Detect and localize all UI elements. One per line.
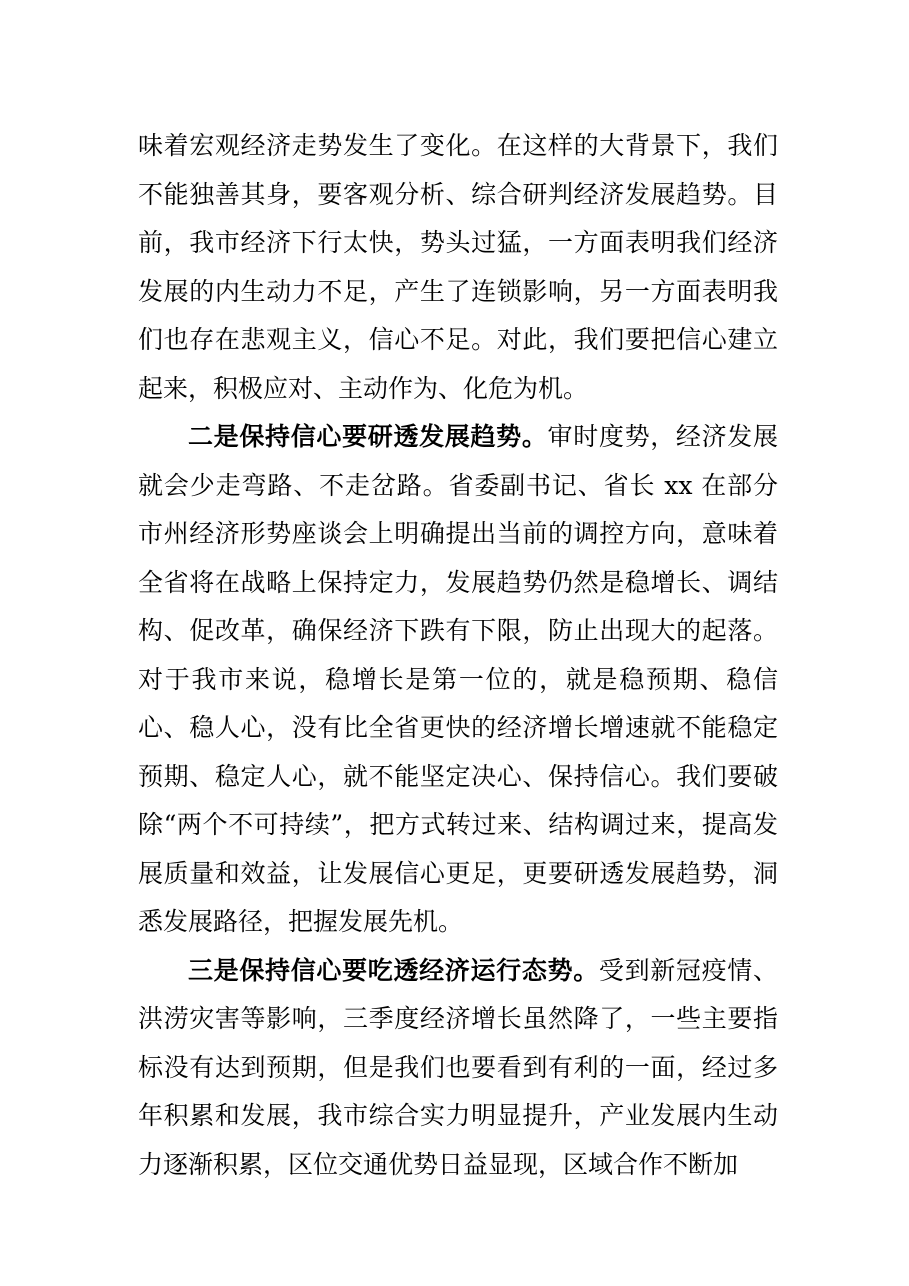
paragraph-text: 审时度势，经济发展就会少走弯路、不走岔路。省委副书记、省长 xx 在部分市州经济形势座谈会上明确提出当前的调控方向，意味着全省将在战略上保持定力，发展趋势仍然是稳增长、调结构、促改革，确保经济下跌有下限，防止出现大的起落。对于我市来说，稳增长是第一位的，就是稳预期、稳信心、稳人心，没有比全省更快的经济增长增速就不能稳定预期、稳定人心，就不能坚定决心、保持信心。我们要破除“两个不可持续”，把方式转过来、结构调过来，提高发展质量和效益，让发展信心更足，更要研透发展趋势，洞悉发展路径，把握发展先机。 (138, 422, 778, 936)
paragraph-point-two (138, 413, 778, 947)
paragraph-text: 味着宏观经济走势发生了变化。在这样的大背景下，我们不能独善其身，要客观分析、综合研判经济发展趋势。目前，我市经济下行太快，势头过猛，一方面表明我们经济发展的内生动力不足，产生了连锁影响，另一方面表明我们也存在悲观主义，信心不足。对此，我们要把信心建立起来，积极应对、主动作为、化危为机。 (138, 131, 778, 403)
paragraph-text: 受到新冠疫情、洪涝灾害等影响，三季度经济增长虽然降了，一些主要指标没有达到预期，但是我们也要看到有利的一面，经过多年积累和发展，我市综合实力明显提升，产业发展内生动力逐渐积累，区位交通优势日益显现，区域合作不断加 (138, 955, 778, 1179)
paragraph-point-three (138, 947, 778, 1190)
paragraph-heading: 三是保持信心要吃透经济运行态势。 (188, 955, 599, 985)
document-body (138, 122, 778, 1189)
paragraph-continuation (138, 122, 778, 413)
paragraph-heading: 二是保持信心要研透发展趋势。 (188, 422, 548, 451)
